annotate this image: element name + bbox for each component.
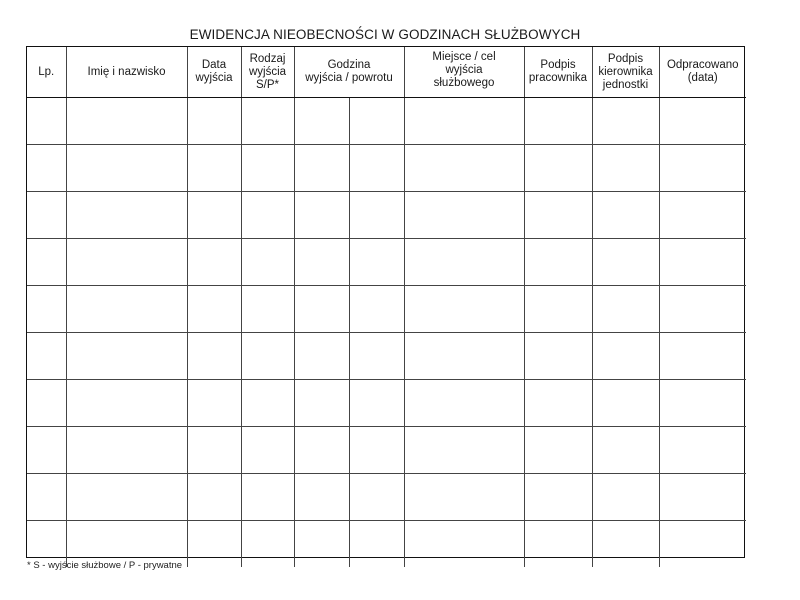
lp-cell[interactable] (27, 98, 66, 145)
table-row (27, 192, 746, 239)
worked-date-cell[interactable] (659, 145, 746, 192)
table-row (27, 380, 746, 427)
return-time-cell[interactable] (349, 380, 404, 427)
exit-time-cell[interactable] (294, 286, 349, 333)
manager-signature-cell[interactable] (592, 380, 659, 427)
worked-date-cell[interactable] (659, 427, 746, 474)
exit-date-cell[interactable] (187, 192, 241, 239)
absence-register-table (26, 46, 745, 558)
return-time-cell[interactable] (349, 239, 404, 286)
manager-signature-cell[interactable] (592, 239, 659, 286)
manager-signature-cell[interactable] (592, 192, 659, 239)
table-row (27, 286, 746, 333)
name-cell[interactable] (66, 427, 187, 474)
manager-signature-cell[interactable] (592, 474, 659, 521)
header-line: Lp. (38, 65, 55, 78)
footnote: * S - wyjście służbowe / P - prywatne (27, 560, 183, 571)
lp-cell[interactable] (27, 333, 66, 380)
exit-date-cell[interactable] (187, 98, 241, 145)
column-header-place-purpose (404, 47, 524, 98)
employee-signature-cell[interactable] (524, 333, 592, 380)
worked-date-cell[interactable] (659, 380, 746, 427)
name-cell[interactable] (66, 98, 187, 145)
exit-time-cell[interactable] (294, 333, 349, 380)
exit-type-cell[interactable] (241, 98, 294, 145)
column-header-exit-type (241, 47, 294, 98)
exit-time-cell[interactable] (294, 98, 349, 145)
exit-type-cell[interactable] (241, 333, 294, 380)
worked-date-cell[interactable] (659, 521, 746, 568)
worked-date-cell[interactable] (659, 192, 746, 239)
exit-time-cell[interactable] (294, 239, 349, 286)
lp-cell[interactable] (27, 239, 66, 286)
header-line: Imię i nazwisko (87, 65, 166, 78)
exit-date-cell[interactable] (187, 474, 241, 521)
column-header-name (66, 47, 187, 98)
manager-signature-cell[interactable] (592, 286, 659, 333)
exit-time-cell[interactable] (294, 192, 349, 239)
header-line: Podpis (540, 59, 576, 71)
worked-date-cell[interactable] (659, 333, 746, 380)
header-line: Podpis (607, 52, 644, 65)
name-cell[interactable] (66, 145, 187, 192)
header-line: wyjścia (248, 65, 287, 78)
header-row (27, 47, 746, 98)
header-line: S/P* (255, 78, 279, 91)
exit-time-cell[interactable] (294, 145, 349, 192)
employee-signature-cell[interactable] (524, 380, 592, 427)
exit-type-cell[interactable] (241, 286, 294, 333)
return-time-cell[interactable] (349, 427, 404, 474)
employee-signature-cell[interactable] (524, 521, 592, 568)
employee-signature-cell[interactable] (524, 286, 592, 333)
column-header-exit-date (187, 47, 241, 98)
place-purpose-cell[interactable] (404, 521, 524, 568)
name-cell[interactable] (66, 192, 187, 239)
header-line: Miejsce / cel (432, 51, 496, 63)
lp-cell[interactable] (27, 474, 66, 521)
lp-cell[interactable] (27, 145, 66, 192)
table-row (27, 474, 746, 521)
exit-type-cell[interactable] (241, 427, 294, 474)
name-cell[interactable] (66, 380, 187, 427)
return-time-cell[interactable] (349, 192, 404, 239)
worked-date-cell[interactable] (659, 239, 746, 286)
employee-signature-cell[interactable] (524, 145, 592, 192)
exit-date-cell[interactable] (187, 239, 241, 286)
return-time-cell[interactable] (349, 98, 404, 145)
header-line: (data) (687, 72, 718, 84)
header-line: służbowego (433, 77, 495, 89)
exit-date-cell[interactable] (187, 145, 241, 192)
header-line: Data (201, 59, 227, 71)
column-header-employee-signature (524, 47, 592, 98)
exit-type-cell[interactable] (241, 380, 294, 427)
table-row (27, 98, 746, 145)
exit-time-cell[interactable] (294, 521, 349, 568)
header-line: wyjścia (195, 72, 233, 84)
employee-signature-cell[interactable] (524, 98, 592, 145)
worked-date-cell[interactable] (659, 98, 746, 145)
employee-signature-cell[interactable] (524, 192, 592, 239)
table-row (27, 145, 746, 192)
header-line: pracownika (528, 72, 588, 84)
place-purpose-cell[interactable] (404, 192, 524, 239)
manager-signature-cell[interactable] (592, 521, 659, 568)
place-purpose-cell[interactable] (404, 145, 524, 192)
place-purpose-cell[interactable] (404, 286, 524, 333)
table-row (27, 333, 746, 380)
lp-cell[interactable] (27, 427, 66, 474)
exit-type-cell[interactable] (241, 474, 294, 521)
return-time-cell[interactable] (349, 333, 404, 380)
column-header-manager-signature (592, 47, 659, 98)
exit-date-cell[interactable] (187, 333, 241, 380)
place-purpose-cell[interactable] (404, 427, 524, 474)
name-cell[interactable] (66, 286, 187, 333)
form-title: EWIDENCJA NIEOBECNOŚCI W GODZINACH SŁUŻBOWYCH (189, 27, 581, 42)
worked-date-cell[interactable] (659, 474, 746, 521)
header-line: Rodzaj (249, 52, 286, 65)
place-purpose-cell[interactable] (404, 474, 524, 521)
employee-signature-cell[interactable] (524, 427, 592, 474)
employee-signature-cell[interactable] (524, 239, 592, 286)
exit-time-cell[interactable] (294, 474, 349, 521)
return-time-cell[interactable] (349, 145, 404, 192)
exit-type-cell[interactable] (241, 521, 294, 568)
place-purpose-cell[interactable] (404, 333, 524, 380)
header-line: kierownika (598, 65, 653, 78)
name-cell[interactable] (66, 239, 187, 286)
name-cell[interactable] (66, 333, 187, 380)
header-line: Odpracowano (666, 59, 739, 71)
lp-cell[interactable] (27, 192, 66, 239)
manager-signature-cell[interactable] (592, 333, 659, 380)
header-line: wyjścia / powrotu (305, 72, 393, 84)
table-row (27, 427, 746, 474)
name-cell[interactable] (66, 474, 187, 521)
manager-signature-cell[interactable] (592, 98, 659, 145)
header-line: wyjścia (445, 64, 483, 76)
return-time-cell[interactable] (349, 286, 404, 333)
exit-type-cell[interactable] (241, 239, 294, 286)
return-time-cell[interactable] (349, 521, 404, 568)
worked-date-cell[interactable] (659, 286, 746, 333)
column-header-worked-date (659, 47, 746, 98)
exit-date-cell[interactable] (187, 521, 241, 568)
manager-signature-cell[interactable] (592, 427, 659, 474)
table-row (27, 239, 746, 286)
header-line: jednostki (602, 78, 649, 91)
lp-cell[interactable] (27, 380, 66, 427)
exit-time-cell[interactable] (294, 380, 349, 427)
exit-date-cell[interactable] (187, 427, 241, 474)
exit-date-cell[interactable] (187, 380, 241, 427)
exit-type-cell[interactable] (241, 145, 294, 192)
exit-date-cell[interactable] (187, 286, 241, 333)
exit-time-cell[interactable] (294, 427, 349, 474)
column-header-time (294, 47, 404, 98)
place-purpose-cell[interactable] (404, 98, 524, 145)
exit-type-cell[interactable] (241, 192, 294, 239)
column-header-lp (27, 47, 66, 98)
place-purpose-cell[interactable] (404, 239, 524, 286)
return-time-cell[interactable] (349, 474, 404, 521)
lp-cell[interactable] (27, 286, 66, 333)
header-line: Godzina (327, 59, 371, 71)
employee-signature-cell[interactable] (524, 474, 592, 521)
manager-signature-cell[interactable] (592, 145, 659, 192)
place-purpose-cell[interactable] (404, 380, 524, 427)
